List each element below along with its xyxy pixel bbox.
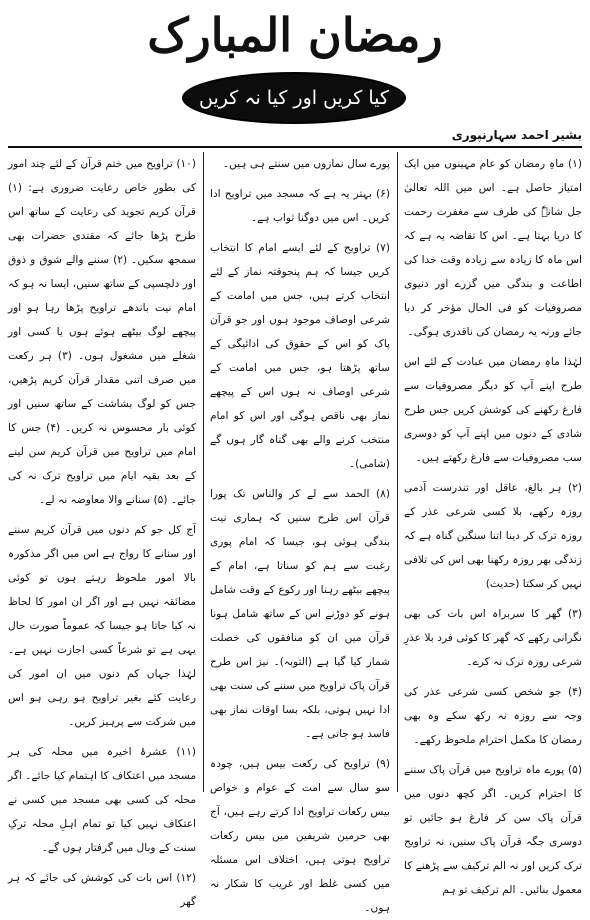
page-title: رمضان المبارک bbox=[147, 8, 443, 62]
paragraph: (۹) تراویح کی رکعت بیس ہیں، چودہ سو سال سے امت کے عوام و خواص بیس رکعات تراویح ادا کرتے رہے ہیں، آج بھی حرمین شریفین میں بیس رکعات تراویح ہوتی ہیں، اختلاف اس مسئلہ میں کسی غلط اور غریب کا شکار نہ ہوں۔ bbox=[210, 758, 390, 914]
paragraph: (۴) جو شخص کسی شرعی عذر کی وجہ سے روزہ نہ رکھ سکے وہ بھی رمضان کا مکمل احترام ملحوظ رکھے۔ bbox=[404, 686, 582, 746]
paragraph: (۷) تراویح کے لئے ایسے امام کا انتخاب کریں جیسا کہ ہم پنجوقتہ نماز کے لئے انتخاب کرتے ہیں، جس میں امامت کے شرعی اوصاف موجود ہوں اور جو قرآن پاک کو اس کے حقوق کی ادائیگی کے ساتھ پڑھتا ہو، جس میں امامت کے شرعی اوصاف نہ ہوں اس کے پیچھے نماز بھی ناقص ہوگی اور اس کو امام منتخب کرنے والے بھی گناہ گار ہوں گے (شامی)۔ bbox=[210, 242, 390, 470]
paragraph: لہٰذا ماہِ رمضان میں عبادت کے لئے اس طرح اپنے آپ کو دیگر مصروفیات سے فارغ رکھنے کی کوشش کریں جس طرح شادی کے دنوں میں اپنے آپ کو دوسری سب مصروفیات سے فارغ رکھتے ہیں۔ bbox=[404, 356, 582, 464]
paragraph: پورے سال نمازوں میں سنتے ہی ہیں۔ bbox=[222, 158, 390, 170]
paragraph: (۲) ہر بالغ، عاقل اور تندرست آدمی روزہ رکھے، بلا کسی شرعی عذر کے روزہ ترک کر دینا اتنا سنگین گناہ ہے کہ زندگی بھر روزہ رکھنا بھی اس کی تلافی نہیں کر سکتا (حدیث) bbox=[404, 482, 582, 590]
column-left bbox=[8, 152, 197, 908]
paragraph: (۸) الحمد سے لے کر والناس تک پورا قرآن اس طرح سنیں کہ ہماری نیت بندگی ہوئی ہو، جیسا کہ امام پوری رغبت سے ہم کو سناتا ہے، امام کے پیچھے بیٹھے رہنا اور رکوع کے وقت شامل ہونے کو دوڑنے اس کے ساتھ شامل ہونا قرآن میں ان کو منافقوں کی خصلت شمار کیا گیا ہے (التوبہ)۔ نیز اس طرح قرآن پاک تراویح میں سننے کی سنت بھی ادا نہیں ہوتی، بلکہ بسا اوقات نماز بھی فاسد ہو جاتی ہے۔ bbox=[210, 488, 390, 740]
paragraph: (۶) بہتر یہ ہے کہ مسجد میں تراویح ادا کریں۔ اس میں دوگنا ثواب ہے۔ bbox=[210, 188, 390, 224]
column-right bbox=[404, 152, 582, 896]
subtitle: کیا کریں اور کیا نہ کریں bbox=[199, 87, 389, 109]
paragraph: (۵) پورے ماہ تراویح میں قرآن پاک سننے کا احترام کریں۔ اگر کچھ دنوں میں قرآن پاک سن کر فارغ ہو جائیں تو دوسری جگہ قرآن پاک سنیں، نہ تراویح ترک کریں اور نہ الم ترکیف سے پڑھنے کا معمول بنائیں۔ الم ترکیف تو ہم bbox=[404, 764, 582, 896]
author-byline: بشیر احمد سہارنپوری bbox=[451, 128, 582, 142]
paragraph: (۱) ماہِ رمضان کو عام مہینوں میں ایک امتیاز حاصل ہے۔ اس میں اللہ تعالیٰ جل شانہٗ کی طرف سے مغفرت رحمت کا دریا بہتا ہے۔ اس کا تقاضہ یہ ہے کہ اس ماہ کا زیادہ سے زیادہ وقت خدا کی اطاعت و بندگی میں گزرے اور دنیوی مصروفیات کو فی الحال مؤخر کر دیا جائے ورنہ یہ رمضان کی ناقدری ہوگی۔ bbox=[404, 158, 582, 338]
paragraph: آج کل جو کم دنوں میں قرآن کریم سننے اور سنانے کا رواج ہے اس میں اگر مذکورہ بالا امور ملحوظ رہتے ہوں تو کوئی مضائقہ نہیں ہے اور اگر ان امور کا لحاظ نہ کیا جاتا ہو جیسا کہ عموماً صورت حال یہی ہے تو شرعاً کسی اجازت نہیں ہے۔ لہٰذا جہاں کم دنوں میں ان امور کی رعایت کئے بغیر تراویح ہو رہی ہو اس میں شرکت سے پرہیز کریں۔ bbox=[8, 524, 196, 728]
column-divider bbox=[397, 152, 398, 792]
column-middle bbox=[210, 152, 390, 914]
paragraph: (۱۲) اس بات کی کوشش کی جائے کہ ہر گھر bbox=[8, 872, 196, 908]
paragraph: (۱۱) عشرۂ اخیرہ میں محلہ کی ہر مسجد میں اعتکاف کا اہتمام کیا جائے۔ اگر محلہ کی کسی بھی مسجد میں کسی نے اعتکاف نہیں کیا تو تمام اہلِ محلہ ترکِ سنت کے وبال میں گرفتار ہوں گے۔ bbox=[8, 746, 196, 854]
paragraph: (۱۰) تراویح میں ختم قرآن کے لئے چند امور کی بطورِ خاص رعایت ضروری ہے: (۱) قرآن کریم تجوید کی رعایت کے ساتھ اس طرح پڑھا جائے کہ مقتدی حضرات بھی سمجھ سکیں۔ (۲) سننے والے شوق و ذوق اور دلچسپی کے ساتھ سنیں، ایسا نہ ہو کہ امام نیت باندھے تراویح پڑھا رہا ہو اور پیچھے لوگ بیٹھے ہوئے ہوں یا کسی اور شغلے میں مشغول ہوں۔ (۳) ہر رکعت میں صرف اتنی مقدار قرآن کریم پڑھیں، جس کو لوگ بشاشت کے ساتھ سنیں اور کوئی بار محسوس نہ کریں۔ (۴) جس کا امام میں تراویح میں قرآن کریم سن لینے کے بعد بقیہ ایام میں تراویح ترک نہ کی جائے۔ (۵) سنانے والا معاوضہ نہ لے۔ bbox=[8, 158, 197, 506]
column-divider bbox=[203, 152, 204, 792]
header-rule bbox=[8, 146, 582, 148]
paragraph: (۳) گھر کا سربراہ اس بات کی بھی نگرانی رکھے کہ گھر کا کوئی فرد بلا عذرِ شرعی روزہ ترک نہ کرے۔ bbox=[404, 608, 582, 668]
